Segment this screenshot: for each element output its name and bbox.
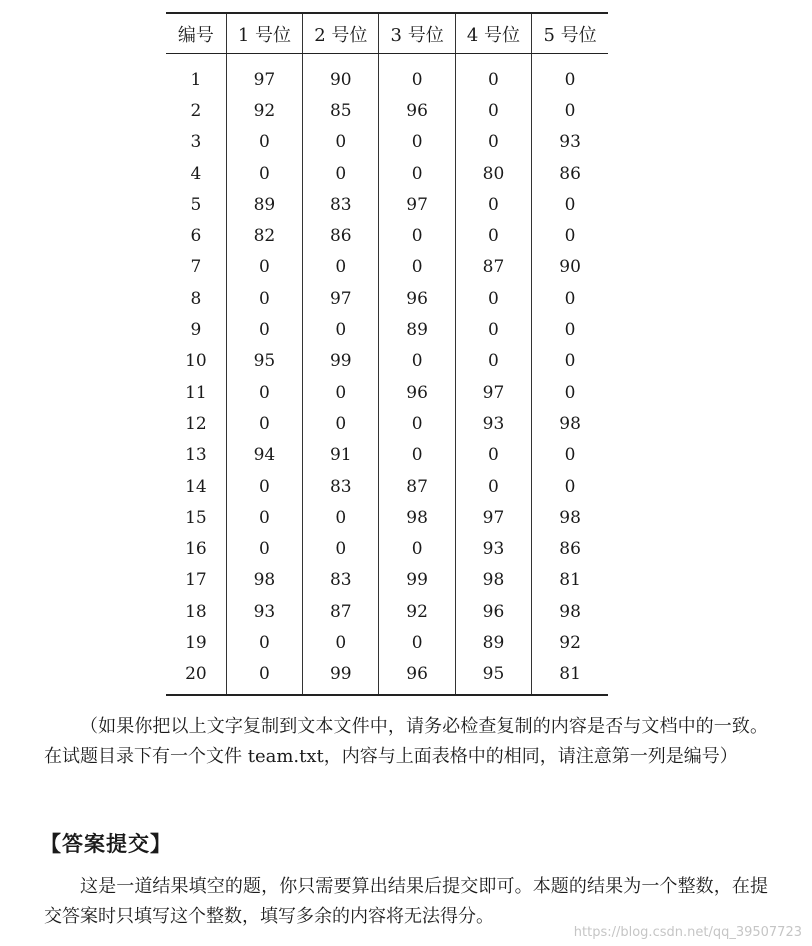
score-cell: 89: [455, 627, 531, 658]
header-id: 编号: [166, 13, 226, 54]
table-row: [166, 158, 608, 189]
score-cell: 96: [379, 659, 455, 695]
score-cell: 98: [532, 596, 608, 627]
table-row: [166, 189, 608, 220]
score-cell: 0: [303, 252, 379, 283]
row-id-cell: 20: [185, 664, 207, 685]
row-id-cell: 13: [185, 445, 207, 466]
row-id-cell: 14: [185, 476, 207, 497]
table-row: [166, 659, 608, 695]
score-cell: 92: [532, 627, 608, 658]
score-cell: 0: [226, 127, 302, 158]
score-cell: 0: [379, 54, 455, 96]
score-cell: 0: [226, 314, 302, 345]
score-cell: 0: [455, 283, 531, 314]
score-cell: 0: [379, 252, 455, 283]
score-cell: 83: [303, 471, 379, 502]
score-cell: 86: [532, 533, 608, 564]
score-cell: 0: [303, 408, 379, 439]
score-cell: 0: [303, 158, 379, 189]
score-cell: 91: [303, 440, 379, 471]
row-id-cell: 15: [185, 507, 207, 528]
score-cell: 0: [226, 659, 302, 695]
row-id-cell: 19: [185, 632, 207, 653]
score-cell: 0: [379, 533, 455, 564]
score-cell: 95: [455, 659, 531, 695]
table-row: [166, 408, 608, 439]
score-cell: 0: [226, 377, 302, 408]
table-body: [166, 54, 608, 695]
score-cell: 0: [379, 127, 455, 158]
score-cell: 89: [379, 314, 455, 345]
table-row: [166, 565, 608, 596]
table-row: [166, 377, 608, 408]
row-id-cell: 2: [190, 100, 202, 121]
score-cell: 0: [455, 440, 531, 471]
row-id-cell: 12: [185, 413, 207, 434]
score-cell: 95: [226, 346, 302, 377]
table-row: [166, 471, 608, 502]
row-id-cell: 6: [190, 226, 202, 247]
score-cell: 97: [379, 189, 455, 220]
score-cell: 0: [303, 377, 379, 408]
score-cell: 0: [532, 440, 608, 471]
row-id-cell: 4: [190, 163, 202, 184]
score-cell: 0: [303, 127, 379, 158]
score-cell: 98: [532, 502, 608, 533]
table-row: [166, 346, 608, 377]
table-row: [166, 502, 608, 533]
score-cell: 98: [455, 565, 531, 596]
section-title-answer-submit: 【答案提交】: [40, 832, 172, 856]
score-cell: 0: [226, 283, 302, 314]
score-cell: 98: [379, 502, 455, 533]
score-cell: 0: [532, 95, 608, 126]
note-text: （如果你把以上文字复制到文本文件中，请务必检查复制的内容是否与文档中的一致。在试题目录下有一个文件 team.txt，内容与上面表格中的相同，请注意第一列是编号）: [44, 716, 768, 767]
score-cell: 99: [303, 659, 379, 695]
score-cell: 0: [379, 408, 455, 439]
score-cell: 0: [455, 95, 531, 126]
row-id-cell: 17: [185, 570, 207, 591]
score-cell: 90: [303, 54, 379, 96]
score-cell: 0: [455, 189, 531, 220]
score-cell: 0: [455, 127, 531, 158]
score-cell: 0: [379, 346, 455, 377]
table-row: [166, 533, 608, 564]
score-cell: 0: [226, 627, 302, 658]
score-cell: 0: [379, 440, 455, 471]
row-id-cell: 9: [190, 320, 202, 341]
answer-text: 这是一道结果填空的题，你只需要算出结果后提交即可。本题的结果为一个整数，在提交答案时只填写这个整数，填写多余的内容将无法得分。: [44, 876, 768, 927]
row-id-cell: 5: [190, 194, 202, 215]
note-paragraph: [44, 712, 768, 772]
table-row: [166, 220, 608, 251]
score-cell: 0: [226, 158, 302, 189]
table-row: [166, 54, 608, 96]
row-id-cell: 11: [185, 382, 207, 403]
score-cell: 0: [532, 54, 608, 96]
score-cell: 97: [226, 54, 302, 96]
row-id-cell: 8: [190, 288, 202, 309]
score-cell: 0: [455, 314, 531, 345]
score-cell: 98: [532, 408, 608, 439]
row-id-cell: 10: [185, 351, 207, 372]
row-id-cell: 3: [190, 132, 202, 153]
score-cell: 0: [532, 220, 608, 251]
score-cell: 0: [455, 54, 531, 96]
score-cell: 0: [532, 471, 608, 502]
table-header-row: [166, 13, 608, 54]
score-cell: 90: [532, 252, 608, 283]
score-cell: 0: [455, 220, 531, 251]
score-cell: 0: [379, 627, 455, 658]
row-id-cell: 18: [185, 601, 207, 622]
score-cell: 97: [455, 502, 531, 533]
table-row: [166, 314, 608, 345]
score-cell: 92: [379, 596, 455, 627]
score-cell: 87: [379, 471, 455, 502]
score-table: [166, 12, 608, 696]
score-cell: 96: [379, 377, 455, 408]
table-row: [166, 440, 608, 471]
score-cell: 86: [303, 220, 379, 251]
score-cell: 98: [226, 565, 302, 596]
score-cell: 93: [532, 127, 608, 158]
score-cell: 0: [226, 471, 302, 502]
score-cell: 83: [303, 189, 379, 220]
score-cell: 0: [379, 220, 455, 251]
score-cell: 93: [455, 408, 531, 439]
score-cell: 0: [226, 408, 302, 439]
table-row: [166, 627, 608, 658]
score-cell: 0: [379, 158, 455, 189]
table-row: [166, 127, 608, 158]
score-cell: 86: [532, 158, 608, 189]
score-cell: 93: [226, 596, 302, 627]
score-cell: 94: [226, 440, 302, 471]
answer-paragraph: [44, 872, 768, 932]
score-cell: 85: [303, 95, 379, 126]
score-cell: 96: [455, 596, 531, 627]
table-row: [166, 252, 608, 283]
score-cell: 0: [532, 377, 608, 408]
row-id-cell: 7: [190, 257, 202, 278]
score-cell: 0: [532, 189, 608, 220]
watermark-url: https://blog.csdn.net/qq_39507723: [573, 925, 802, 940]
header-position-2: 2 号位: [303, 13, 379, 54]
score-table-container: [166, 12, 608, 696]
score-cell: 87: [303, 596, 379, 627]
score-cell: 96: [379, 283, 455, 314]
score-cell: 0: [455, 346, 531, 377]
score-cell: 99: [303, 346, 379, 377]
score-cell: 0: [455, 471, 531, 502]
score-cell: 82: [226, 220, 302, 251]
score-cell: 0: [226, 533, 302, 564]
score-cell: 0: [532, 314, 608, 345]
score-cell: 92: [226, 95, 302, 126]
table-row: [166, 283, 608, 314]
score-cell: 0: [532, 283, 608, 314]
row-id-cell: 16: [185, 539, 207, 560]
score-cell: 97: [455, 377, 531, 408]
score-cell: 0: [303, 502, 379, 533]
table-row: [166, 596, 608, 627]
score-cell: 81: [532, 565, 608, 596]
header-position-3: 3 号位: [379, 13, 455, 54]
score-cell: 93: [455, 533, 531, 564]
score-cell: 97: [303, 283, 379, 314]
header-position-5: 5 号位: [532, 13, 608, 54]
score-cell: 81: [532, 659, 608, 695]
score-cell: 99: [379, 565, 455, 596]
score-cell: 0: [532, 346, 608, 377]
header-position-1: 1 号位: [226, 13, 302, 54]
table-row: [166, 95, 608, 126]
score-cell: 83: [303, 565, 379, 596]
score-cell: 87: [455, 252, 531, 283]
header-position-4: 4 号位: [455, 13, 531, 54]
score-cell: 0: [303, 314, 379, 345]
score-cell: 89: [226, 189, 302, 220]
score-cell: 0: [303, 533, 379, 564]
score-cell: 96: [379, 95, 455, 126]
score-cell: 80: [455, 158, 531, 189]
row-id-cell: 1: [190, 69, 202, 90]
score-cell: 0: [303, 627, 379, 658]
score-cell: 0: [226, 502, 302, 533]
score-cell: 0: [226, 252, 302, 283]
